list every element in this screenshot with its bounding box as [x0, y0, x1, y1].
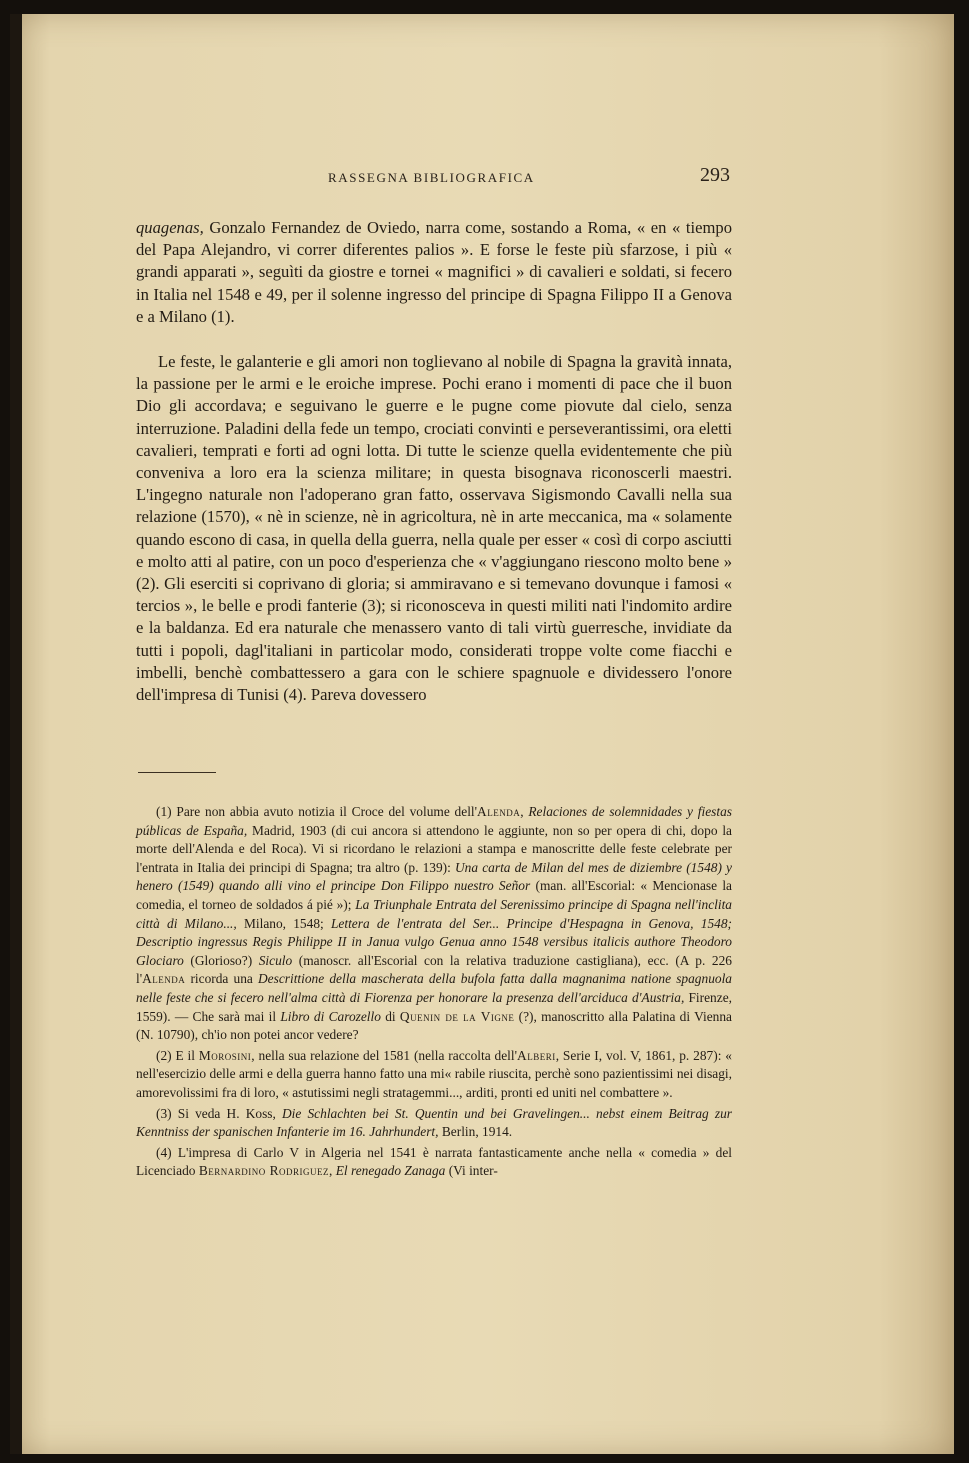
text-run: Firenze, 1559). — Che sarà mai il — [136, 989, 732, 1024]
text-run: ricorda una — [185, 971, 258, 987]
running-head: RASSEGNA BIBLIOGRAFICA — [328, 170, 535, 185]
italic-title: Die Schlachten bei St. Quentin und bei Gravelingen... nebst einem Beitrag zur Kenntniss der spanischen Infanterie im 16. Jahrhundert, — [136, 1105, 732, 1140]
text-run: (man. all'Escorial: « Mencionase la comedia, el torneo de soldados á pié »); — [136, 878, 733, 912]
text-run: Milano, 1548; — [236, 915, 331, 931]
text-run: , Serie I, vol. V, 1861, p. 287): « nell'esercizio delle armi e della guerra hanno fatto una mi« rabile riuscita, perchè sono pazientissimi nei disagi, amorevolissimi fra di loro, « astutissimi negli stratagemmi..., arditi, pronti ed uniti nel combattere ». — [136, 1047, 732, 1100]
text-run: (?), manoscritto alla Palatina di Vienna (N. 10790), ch'io non potei ancor vedere? — [136, 1008, 732, 1043]
italic-title: Descrittione della mascherata della bufola fatta dalla magnanima natione spagnuola nelle feste che si fecero nell'alma città di Fiorenza per honorare la presenza dell'arciduca d'Austria, — [136, 971, 732, 1005]
page — [10, 14, 954, 1454]
paragraph-2: Le feste, le galanterie e gli amori non toglievano al nobile di Spagna la gravità innata, la passione per le armi e le eroiche imprese. Pochi erano i momenti di pace che il buon Dio gli accordava; e seguivano le guerre e le pugne come piovute dal cielo, senza interruzione. Paladini della fede un tempo, crociati convinti e perseverantissimi, ora eletti cavalieri, temprati e forti ad ogni lotta. Di tutte le scienze quella evidentemente che più conveniva a loro era la scienza militare; in questa bisognava riconoscerli maestri. L'ingegno naturale non l'adoperano gran fatto, osservava Sigismondo Cavalli nella sua relazione (1570), « nè in scienze, nè in agricoltura, nè in arte meccanica, ma « solamente quando escono di casa, in quella della guerra, nella quale per esser « così di corpo asciutti e molto atti al patire, con un poco d'esperienza che « v'aggiungano riescono molto bene » (2). Gli eserciti si coprivano di gloria; si ammiravano e si temevano dovunque i famosi « tercios », le belle e prodi fanterie (3); si riconosceva in questi militi nati l'indomito ardire e la baldanza. Ed era naturale che menassero vanto di tali virtù guerresche, invidiate da tutti i popoli, dagl'italiani in particolar modo, considerati troppe volte come fiacchi e imbelli, benchè combattessero a gara con le schiere spagnuole e dividessero l'onore dell'impresa di Tunisi (4). Pareva dovessero — [136, 352, 732, 705]
paragraph-1-text: Gonzalo Fernandez de Oviedo, narra come, sostando a Roma, « en « tiempo del Papa Alejandro, vi correr diferentes palios ». E forse le feste più sfarzose, i più « grandi apparati », seguìti da giostre e tornei « magnifici » di cavalieri e soldati, si fecero in Italia nel 1548 e 49, per il solenne ingresso del principe di Spagna Filippo II a Genova e a Milano (1). — [136, 218, 732, 326]
paragraph-1 — [136, 217, 732, 328]
author-name: Alenda — [142, 971, 186, 987]
italic-title: Lettera de l'entrata del Ser... Principe d'Hespagna in Genova, 1548; — [330, 915, 732, 931]
author-name: Alenda — [477, 804, 521, 819]
text-run: , — [329, 1163, 336, 1179]
text-run: (manoscr. all'Escorial con la relativa traduzione castigliana), ecc. (A p. 226 l' — [136, 952, 732, 987]
text-run: (3) Si veda H. Koss, — [156, 1105, 282, 1121]
text-run: di — [380, 1008, 400, 1024]
italic-title: Relaciones de solemnidades y fiestas públicas de España, — [136, 804, 732, 838]
italic-term: quagenas, — [136, 218, 204, 237]
footnote-4 — [136, 1144, 732, 1181]
page-number: 293 — [700, 164, 730, 186]
footnote-1 — [136, 803, 732, 1045]
text-run: (1) Pare non abbia avuto notizia il Croce del volume dell' — [156, 804, 478, 819]
body-text — [136, 217, 732, 706]
text-run: (Glorioso?) — [183, 952, 259, 968]
footnote-2 — [136, 1047, 732, 1103]
text-run: , — [520, 804, 529, 819]
author-name: Quenin de la Vigne — [399, 1008, 515, 1024]
italic-title: Descriptio ingressus Regis Philippe II in Janua vulgo Genua anno 1548 versibus italicis authore Theodoro Glociaro — [136, 934, 732, 968]
italic-title: La Triunphale Entrata del Serenissimo principe di Spagna nell'inclita città di Milano..., — [136, 896, 732, 931]
author-name: Morosini — [198, 1047, 252, 1063]
binding-edge — [10, 14, 22, 1454]
text-run: (2) E il — [156, 1047, 199, 1063]
text-run: Berlin, 1914. — [438, 1124, 513, 1140]
italic-title: El renegado Zanaga — [335, 1163, 446, 1179]
text-run: Madrid, 1903 (di cui ancora si attendono le aggiunte, non so per opera di chi, dopo la morte dell'Alenda e del Roca). Vi si ricordano le relazioni a stampa e manoscritte delle feste celebrate per l'entrata in Italia dei principi di Spagna; tra altro (p. 139): — [136, 822, 733, 875]
author-name: Bernardino Rodriguez — [198, 1163, 330, 1179]
text-run: (4) L'impresa di Carlo V in Algeria nel 1541 è narrata fantasticamente anche nella « comedia » del Licenciado — [136, 1144, 732, 1179]
footnote-separator — [138, 772, 216, 773]
author-name: Alberi — [517, 1047, 556, 1063]
text-run: (Vi inter- — [445, 1163, 498, 1179]
page-header — [10, 164, 954, 194]
italic-title: Libro di Carozello — [280, 1008, 381, 1024]
italic-title: Siculo — [258, 952, 293, 968]
text-run: , nella sua relazione del 1581 (nella raccolta dell' — [251, 1047, 518, 1063]
italic-title: Una carta de Milan del mes de diziembre (1548) y henero (1549) quando alli vino el principe Don Filippo nuestro Señor — [136, 859, 732, 894]
footnote-3 — [136, 1105, 732, 1142]
footnotes — [136, 803, 732, 1181]
